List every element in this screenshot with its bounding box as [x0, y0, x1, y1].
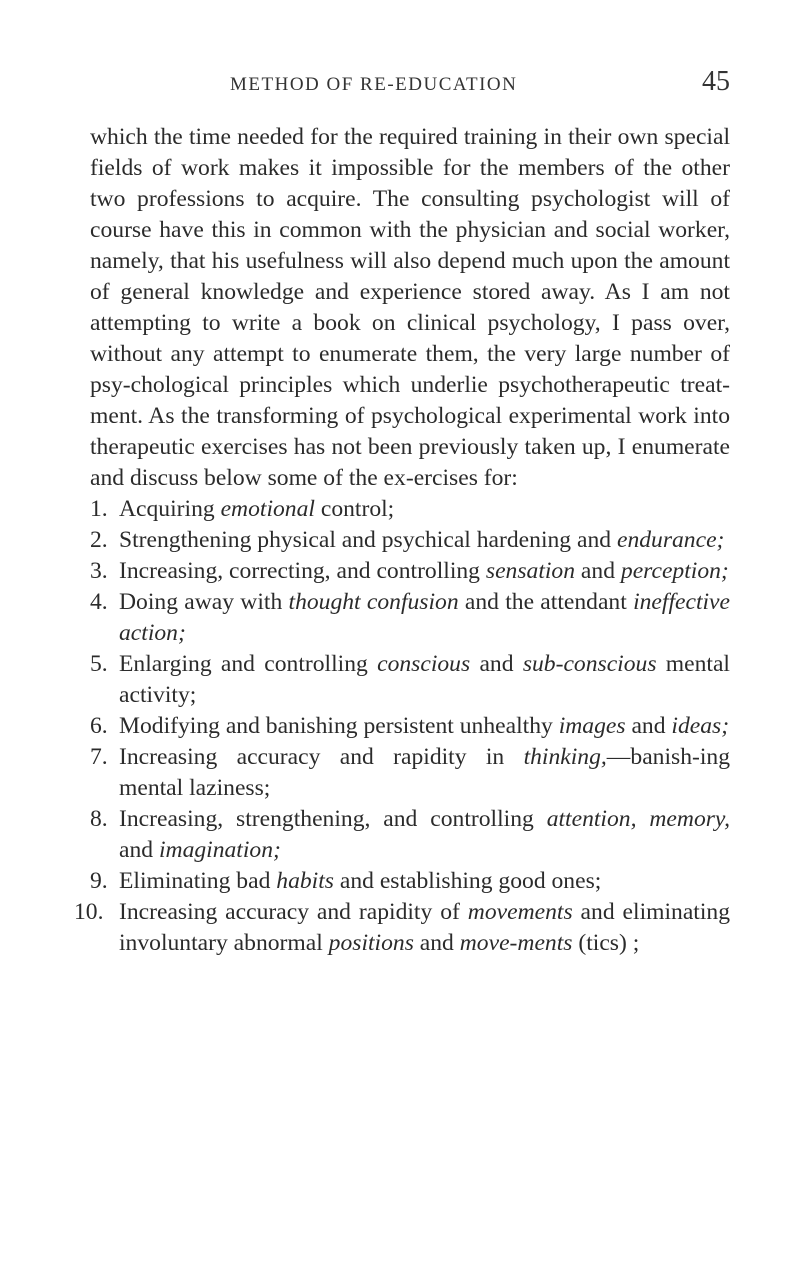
item-text: Enlarging and controlling	[119, 651, 378, 677]
item-text: —banish-ing mental laziness;	[119, 744, 730, 801]
item-text: (tics) ;	[572, 930, 640, 956]
item-text: Eliminating bad	[119, 868, 277, 894]
item-number: 1.	[90, 496, 108, 522]
item-number: 9.	[90, 868, 108, 894]
item-text: Increasing accuracy and rapidity of	[119, 899, 468, 925]
item-number: 4.	[90, 589, 108, 615]
item-number: 3.	[90, 558, 108, 584]
item-text: and establishing good ones;	[333, 868, 602, 894]
item-text: Modifying and banishing persistent unhealthy	[119, 713, 559, 739]
item-emphasis: sub-conscious	[522, 651, 657, 677]
item-emphasis: perception;	[620, 558, 729, 584]
item-text: and	[470, 651, 523, 677]
item-emphasis: thought confusion	[288, 589, 459, 615]
item-text: and eliminating involuntary abnormal	[119, 899, 730, 956]
list-item	[74, 897, 730, 959]
intro-paragraph: which the time needed for the required training in their own special fields of work makes it impossible for the members of the other two professions to acquire. The consulting psychologist will of course have this in common with the physician and social worker, namely, that his usefulness will also depend much upon the amount of general knowledge and experience stored away. As I am not attempting to write a book on clinical psychology, I pass over, without any attempt to enumerate them, the very large number of psy-chological principles which underlie psychotherapeutic treat-ment. As the transforming of psychological experimental work into therapeutic exercises has not been previously taken up, I enumerate and discuss below some of the ex-ercises for:	[90, 124, 730, 491]
running-title: METHOD OF RE-EDUCATION	[230, 74, 518, 95]
item-emphasis: emotional	[220, 496, 315, 522]
body-text	[74, 122, 730, 959]
item-emphasis: ineffective action;	[119, 589, 730, 646]
item-number: 6.	[90, 713, 108, 739]
item-text: control;	[314, 496, 395, 522]
item-text: Acquiring	[119, 496, 221, 522]
list-item	[90, 649, 730, 711]
list-item	[90, 711, 730, 742]
item-number: 7.	[90, 744, 108, 770]
item-emphasis: movements	[467, 899, 573, 925]
item-emphasis: thinking,	[523, 744, 607, 770]
item-text: mental activity;	[119, 651, 730, 708]
list-item	[90, 804, 730, 866]
item-text: Increasing accuracy and rapidity in	[119, 744, 524, 770]
item-number: 5.	[90, 651, 108, 677]
item-text: and	[625, 713, 672, 739]
item-number: 10.	[74, 899, 104, 925]
item-emphasis: conscious	[377, 651, 471, 677]
list-item	[90, 742, 730, 804]
running-head	[90, 66, 730, 106]
item-text	[636, 806, 649, 832]
item-emphasis: images	[558, 713, 626, 739]
list-item	[90, 494, 730, 525]
item-text: and the attendant	[458, 589, 634, 615]
item-text: Increasing, correcting, and controlling	[119, 558, 486, 584]
item-number: 2.	[90, 527, 108, 553]
item-emphasis: move-ments	[459, 930, 573, 956]
page-number: 45	[702, 66, 730, 97]
item-text: Increasing, strengthening, and controlling	[119, 806, 547, 832]
item-text: and	[119, 837, 159, 863]
list-item	[90, 866, 730, 897]
item-text: and	[575, 558, 621, 584]
exercise-list	[74, 494, 730, 959]
item-emphasis: attention,	[546, 806, 637, 832]
item-emphasis: memory,	[649, 806, 730, 832]
list-item	[90, 525, 730, 556]
list-item	[90, 556, 730, 587]
item-text: Strengthening physical and psychical hardening and	[119, 527, 617, 553]
item-emphasis: sensation	[485, 558, 576, 584]
item-number: 8.	[90, 806, 108, 832]
item-emphasis: habits	[276, 868, 334, 894]
item-text: Doing away with	[119, 589, 289, 615]
item-text: and	[413, 930, 460, 956]
item-emphasis: positions	[328, 930, 414, 956]
list-item	[90, 587, 730, 649]
item-emphasis: imagination;	[158, 837, 281, 863]
item-emphasis: ideas;	[671, 713, 730, 739]
item-emphasis: endurance;	[616, 527, 725, 553]
